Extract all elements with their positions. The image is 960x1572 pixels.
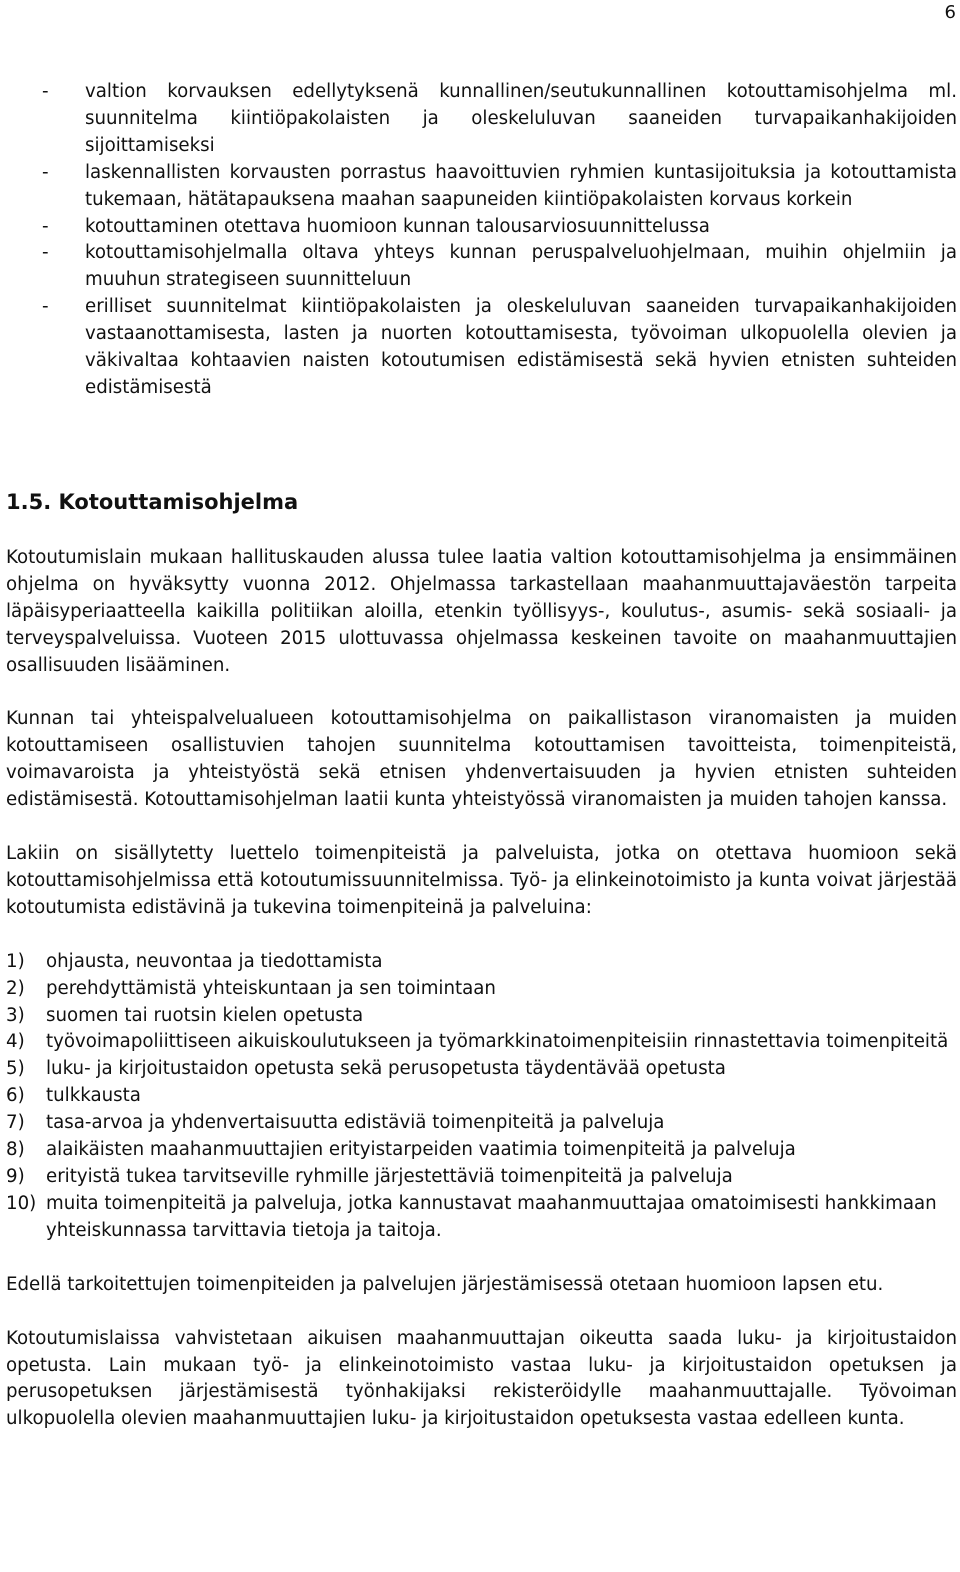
dash-list-item: - laskennallisten korvausten porrastus haavoittuvien ryhmien kuntasijoituksia ja kotouttamista tukemaan, hätätapauksena maahan saapuneiden kiintiöpakolaisten korvaus korkein bbox=[42, 161, 957, 210]
numbered-list-item: 5) luku- ja kirjoitustaidon opetusta sekä perusopetusta täydentävää opetusta bbox=[6, 1058, 726, 1080]
dash-list-item: - valtion korvauksen edellytyksenä kunnallinen/seutukunnallinen kotouttamisohjelma ml. suunnitelma kiintiöpakolaisten ja oleskeluluvan saaneiden turvapaikanhakijoiden sijoittamiseksi bbox=[42, 81, 957, 156]
paragraph-municipal-program: Kunnan tai yhteispalvelualueen kotouttamisohjelma on paikallistason viranomaisten ja muiden kotouttamiseen osallistuvien tahojen suunnitelma kotouttamisen tavoitteista, toimenpiteistä, voimavaroista ja yhteistyöstä sekä etnisen yhdenvertaisuuden ja hyvien etnisten suhteiden edistämisestä. Kotouttamisohjelman laatii kunta yhteistyössä viranomaisten ja muiden tahojen kanssa. bbox=[6, 708, 957, 811]
numbered-list-item: 8) alaikäisten maahanmuuttajien erityistarpeiden vaatimia toimenpiteitä ja palveluja bbox=[6, 1139, 796, 1161]
paragraph-intro: Kotoutumislain mukaan hallituskauden alussa tulee laatia valtion kotouttamisohjelma ja ensimmäinen ohjelma on hyväksytty vuonna 2012. Ohjelmassa tarkastellaan maahanmuuttajaväestön tarpeita läpäisyperiaatteella kaikilla politiikan aloilla, etenkin työllisyys-, koulutus-, asumis- sekä sosiaali- ja terveyspalveluissa. Vuoteen 2015 ulottuvassa ohjelmassa keskeinen tavoite on maahanmuuttajien osallisuuden lisääminen. bbox=[6, 546, 957, 676]
numbered-list-item: 1) ohjausta, neuvontaa ja tiedottamista bbox=[6, 950, 383, 972]
page-number: 6 bbox=[944, 2, 956, 23]
paragraph-measures-intro: Lakiin on sisällytetty luettelo toimenpiteistä ja palveluista, jotka on otettava huomioon sekä kotouttamisohjelmissa että kotoutumissuunnitelmissa. Työ- ja elinkeinotoimisto ja kunta voivat järjestää kotoutumista edistävinä ja tukevina toimenpiteinä ja palveluina: bbox=[6, 843, 957, 918]
dash-list-item: - kotouttaminen otettava huomioon kunnan talousarviosuunnittelussa bbox=[42, 215, 710, 237]
paragraph-child-interest: Edellä tarkoitettujen toimenpiteiden ja palvelujen järjestämisessä otetaan huomioon lapsen etu. bbox=[6, 1273, 884, 1295]
numbered-list-item: 10) muita toimenpiteitä ja palveluja, jotka kannustavat maahanmuuttajaa omatoimisesti hankkimaan yhteiskunnassa tarvittavia tietoja ja taitoja. bbox=[6, 1192, 937, 1241]
numbered-list-item: 2) perehdyttämistä yhteiskuntaan ja sen toimintaan bbox=[6, 977, 496, 999]
requirements-dash-list bbox=[6, 79, 957, 402]
document-body bbox=[6, 79, 957, 1433]
numbered-list-item: 7) tasa-arvoa ja yhdenvertaisuutta edistäviä toimenpiteitä ja palveluja bbox=[6, 1112, 665, 1134]
paragraph-literacy: Kotoutumislaissa vahvistetaan aikuisen maahanmuuttajan oikeutta saada luku- ja kirjoitustaidon opetusta. Lain mukaan työ- ja elinkeinotoimisto vastaa luku- ja kirjoitustaidon opetuksen ja perusopetuksen järjestämisestä työnhakijaksi rekisteröidylle maahanmuuttajalle. Työvoiman ulkopuolella olevien maahanmuuttajien luku- ja kirjoitustaidon opetuksesta vastaa edelleen kunta. bbox=[6, 1327, 957, 1430]
section-heading: 1.5. Kotouttamisohjelma bbox=[6, 489, 299, 514]
dash-list-item: - erilliset suunnitelmat kiintiöpakolaisten ja oleskeluluvan saaneiden turvapaikanhakijoiden vastaanottamisesta, lasten ja nuorten kotouttamisesta, työvoiman ulkopuolella olevien ja väkivaltaa kohtaavien naisten kotoutumisen edistämisestä sekä hyvien etnisten suhteiden edistämisestä bbox=[42, 296, 957, 398]
dash-list-item: - kotouttamisohjelmalla oltava yhteys kunnan peruspalveluohjelmaan, muihin ohjelmiin ja muuhun strategiseen suunnitteluun bbox=[42, 242, 957, 291]
numbered-list-item: 3) suomen tai ruotsin kielen opetusta bbox=[6, 1004, 364, 1026]
numbered-list-item: 9) erityistä tukea tarvitseville ryhmille järjestettäviä toimenpiteitä ja palveluja bbox=[6, 1166, 733, 1187]
numbered-list-item: 6) tulkkausta bbox=[6, 1085, 141, 1107]
measures-numbered-list bbox=[6, 949, 957, 1245]
numbered-list-item: 4) työvoimapoliittiseen aikuiskoulutukseen ja työmarkkinatoimenpiteisiin rinnastettavia toimenpiteitä bbox=[6, 1031, 949, 1053]
